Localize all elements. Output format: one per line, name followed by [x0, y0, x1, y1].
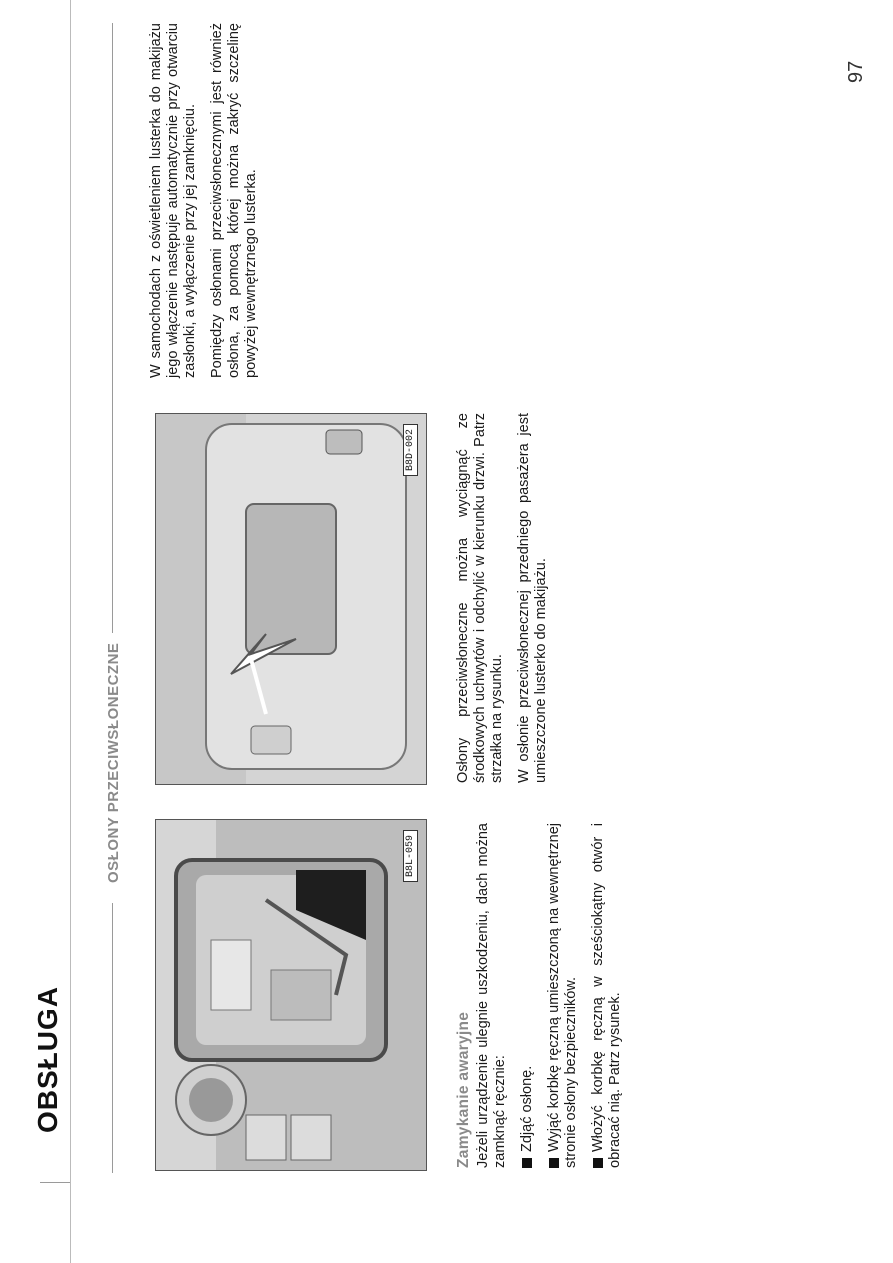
bullet-item	[519, 823, 536, 1168]
sun-visor-paragraph-1: Osłony przeciwsłoneczne można wyciągnąć ze środkowych uchwytów i odchylić w kierunku drzwi. Patrz strzałka na rysunku.	[455, 413, 505, 783]
subsection-heading: OSŁONY PRZECIWSŁONECZNE	[105, 642, 122, 883]
header-rule-top	[70, 0, 71, 1263]
bullet-square-icon	[593, 1158, 603, 1168]
bullet-text: Wyjąć korbkę ręczną umieszczoną na wewnętrznej stronie osłony bezpieczników.	[546, 823, 579, 1168]
left-margin-rule	[40, 1182, 70, 1183]
bullet-square-icon	[549, 1158, 559, 1168]
center-column	[455, 413, 560, 783]
figure-label-center: B8D-002	[403, 424, 418, 476]
section-title: OBSŁUGA	[32, 986, 63, 1133]
bullet-text: Zdjąć osłonę.	[519, 1065, 535, 1152]
figure-sun-visor	[155, 413, 427, 785]
bullet-square-icon	[522, 1158, 532, 1168]
center-cover-paragraph: Pomiędzy osłonami przeciwsłonecznymi jest również osłona, za pomocą której można zakryć szczelinę powyżej wewnętrznego lusterka.	[209, 23, 259, 378]
mirror-light-paragraph: W samochodach z oświetleniem lusterka do makijażu jego włączenie następuje automatycznie przy otwarciu zasłonki, a wyłączenie przy jej zamknięciu.	[148, 23, 198, 378]
figure-emergency-closing	[155, 819, 427, 1171]
bullet-item	[546, 823, 580, 1168]
subheading-rule-right	[112, 23, 113, 633]
left-column	[455, 823, 634, 1168]
bullet-item	[590, 823, 624, 1168]
emergency-crank-illustration	[156, 820, 426, 1170]
figure-label-left: B8L-059	[403, 830, 418, 882]
emergency-closing-intro: Jeżeli urządzenie ulegnie uszkodzeniu, dach można zamknąć ręcznie:	[475, 823, 508, 1168]
sun-visor-paragraph-2: W osłonie przeciwsłonecznej przedniego pasażera jest umieszczone lusterko do makijażu.	[516, 413, 549, 783]
subheading-rule-left	[112, 903, 113, 1173]
sun-visor-illustration	[156, 414, 426, 784]
page-number: 97	[845, 60, 867, 83]
right-column	[148, 23, 270, 378]
emergency-closing-heading: Zamykanie awaryjne	[455, 1011, 472, 1168]
bullet-text: Włożyć korbkę ręczną w sześciokątny otwór i obracać nią. Patrz rysunek.	[590, 823, 623, 1168]
